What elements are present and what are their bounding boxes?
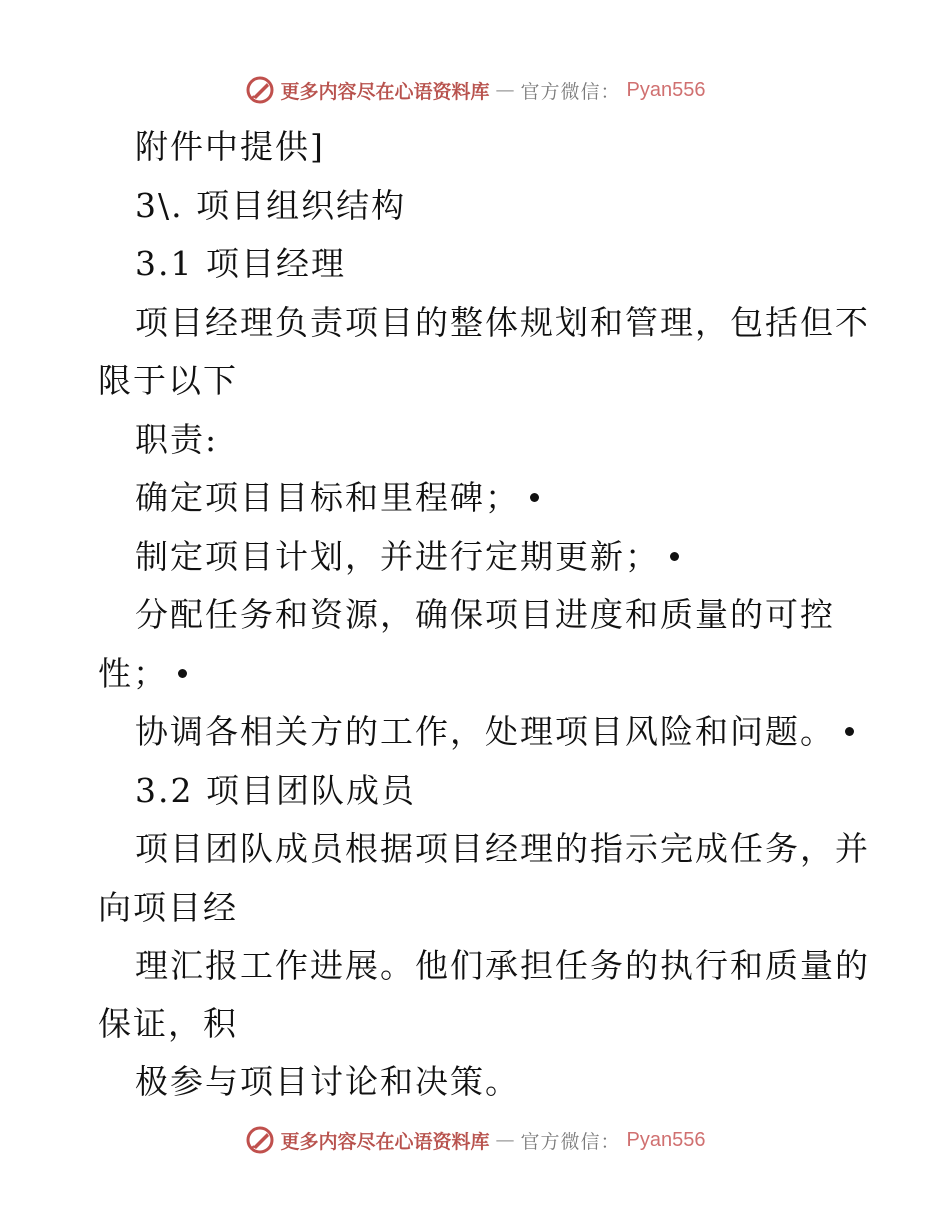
watermark-wechat-id: Pyan556: [626, 78, 706, 101]
watermark-dash: —: [495, 1129, 515, 1151]
text-line: 项目团队成员根据项目经理的指示完成任务，并: [135, 829, 870, 868]
text-line: 理汇报工作进展。他们承担任务的执行和质量的: [135, 946, 870, 985]
bullet-dot-icon: [845, 727, 854, 736]
subsection-heading-3-1: 3.1 项目经理: [135, 244, 346, 283]
quill-pen-logo-icon: [245, 1125, 275, 1155]
watermark-main-text: 更多内容尽在心语资料库: [280, 80, 490, 103]
watermark-dash: —: [495, 79, 515, 101]
bullet-dot-icon: [530, 493, 539, 502]
list-item-continuation: [98, 654, 187, 694]
text-line: 附件中提供]: [135, 127, 325, 166]
watermark-wechat-label: 官方微信：: [520, 80, 621, 103]
watermark-wechat-id: Pyan556: [626, 1128, 706, 1151]
subsection-heading-3-2: 3.2 项目团队成员: [135, 771, 416, 810]
text-line: 保证，积: [98, 1004, 238, 1043]
list-item: [135, 712, 854, 752]
list-item-text: 协调各相关方的工作，处理项目风险和问题。: [135, 712, 835, 751]
list-item-text: 确定项目目标和里程碑；: [135, 478, 520, 517]
list-item: [135, 595, 835, 635]
list-item-text: 分配任务和资源，确保项目进度和质量的可控: [135, 595, 835, 634]
text-line: 职责:: [135, 420, 219, 459]
text-line: 极参与项目讨论和决策。: [135, 1062, 520, 1101]
list-item: [135, 478, 539, 518]
list-item-text: 性；: [98, 654, 168, 693]
list-item-text: 制定项目计划，并进行定期更新；: [135, 537, 660, 576]
bullet-dot-icon: [670, 552, 679, 561]
text-line: 向项目经: [98, 888, 238, 927]
text-line: 项目经理负责项目的整体规划和管理，包括但不: [135, 303, 870, 342]
text-line: 限于以下: [98, 361, 238, 400]
list-item: [135, 537, 679, 577]
footer-watermark: [0, 1120, 950, 1160]
watermark-wechat-label: 官方微信：: [520, 1130, 621, 1153]
watermark-main-text: 更多内容尽在心语资料库: [280, 1130, 490, 1153]
bullet-dot-icon: [178, 669, 187, 678]
section-heading-3: 3\. 项目组织结构: [135, 186, 407, 225]
